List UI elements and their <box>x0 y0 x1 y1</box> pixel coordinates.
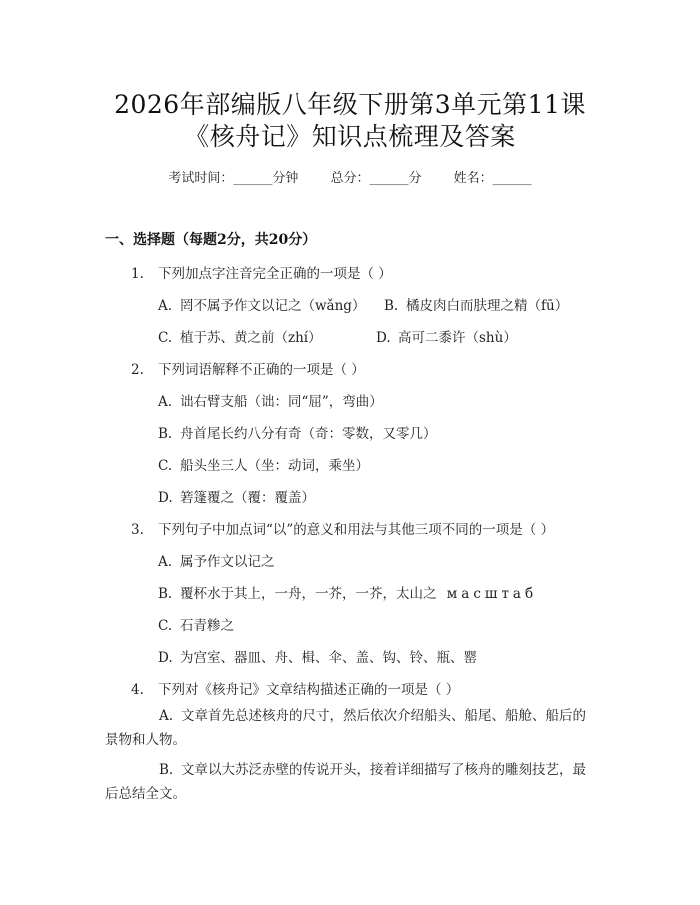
question-text: 下列加点字注音完全正确的一项是（ ） <box>158 266 392 282</box>
exam-time-field: 考试时间：______分钟 <box>168 171 299 186</box>
option-letter: A. <box>158 298 173 314</box>
option-text: 舟首尾长约八分有奇（奇：零数，又零几） <box>180 426 437 442</box>
option-text: 属予作文以记之 <box>180 554 275 570</box>
question-4-stem <box>131 678 459 698</box>
option-text: 覆杯水于其上，一舟，一芥，一芥，太山之 <box>180 586 437 602</box>
question-1-option-c <box>158 326 322 346</box>
option-text: 文章以大苏泛赤壁的传说开头，接着详细描写了核舟的雕刻技艺，最后总结全文。 <box>105 762 586 802</box>
option-text: 高可二黍许（shù） <box>398 330 517 346</box>
option-letter: D. <box>158 650 173 666</box>
exam-info-row <box>0 167 700 186</box>
option-text: 文章首先总述核舟的尺寸，然后依次介绍船头、船尾、船舱、船后的景物和人物。 <box>105 708 586 748</box>
option-letter: D. <box>158 490 173 506</box>
option-letter: C. <box>158 618 173 634</box>
option-letter: C. <box>158 458 173 474</box>
option-letter: A. <box>158 554 173 570</box>
question-1-option-b <box>384 294 568 314</box>
option-letter: B. <box>158 426 173 442</box>
option-letter: B. <box>159 762 174 778</box>
option-text: 石青糁之 <box>180 618 234 634</box>
question-3-option-a <box>158 550 275 570</box>
question-2-option-c <box>158 454 369 474</box>
option-letter: B. <box>384 298 399 314</box>
question-1-stem <box>131 262 392 282</box>
total-score-field: 总分：______分 <box>330 171 422 186</box>
question-number: 2. <box>131 362 144 378</box>
student-name-field: 姓名：______ <box>453 171 532 186</box>
option-text: 为宫室、器皿、舟、楫、伞、盖、钩、铃、瓶、罂 <box>180 650 477 666</box>
question-3-option-d <box>158 646 477 666</box>
option-letter: C. <box>158 330 173 346</box>
option-text: 诎右臂支船（诎：同“屈”，弯曲） <box>180 394 383 410</box>
question-1-option-a <box>158 294 365 314</box>
question-text: 下列词语解释不正确的一项是（ ） <box>158 362 365 378</box>
option-letter: A. <box>159 708 174 724</box>
section-heading: 一、选择题（每题2分，共20分） <box>105 232 317 248</box>
option-letter: A. <box>158 394 173 410</box>
option-text: 船头坐三人（坐：动词，乘坐） <box>180 458 369 474</box>
option-stray-text: масштаб <box>446 586 538 602</box>
question-4-option-b <box>105 758 595 806</box>
question-2-stem <box>131 358 365 378</box>
option-text: 橘皮肉白而肤理之精（fū） <box>406 298 569 314</box>
question-3-option-b <box>158 582 537 602</box>
document-title-line-1: 2026年部编版八年级下册第3单元第11课 <box>114 90 586 119</box>
option-letter: B. <box>158 586 173 602</box>
option-text: 箬篷覆之（覆：覆盖） <box>180 490 315 506</box>
question-2-option-d <box>158 486 315 506</box>
option-letter: D. <box>376 330 391 346</box>
question-2-option-a <box>158 390 383 410</box>
question-3-option-c <box>158 614 234 634</box>
document-title-line-2: 《核舟记》知识点梳理及答案 <box>184 122 516 151</box>
question-text: 下列句子中加点词“以”的意义和用法与其他三项不同的一项是（ ） <box>158 522 555 538</box>
option-text: 罔不属予作文以记之（wǎng） <box>180 298 366 314</box>
question-4-option-a <box>105 704 595 752</box>
option-text: 植于苏、黄之前（zhí） <box>180 330 322 346</box>
question-text: 下列对《核舟记》文章结构描述正确的一项是（ ） <box>158 682 460 698</box>
question-number: 3. <box>131 522 144 538</box>
question-number: 4. <box>131 682 144 698</box>
question-number: 1. <box>131 266 144 282</box>
question-3-stem <box>131 518 554 538</box>
question-1-option-d <box>376 326 517 346</box>
question-2-option-b <box>158 422 437 442</box>
